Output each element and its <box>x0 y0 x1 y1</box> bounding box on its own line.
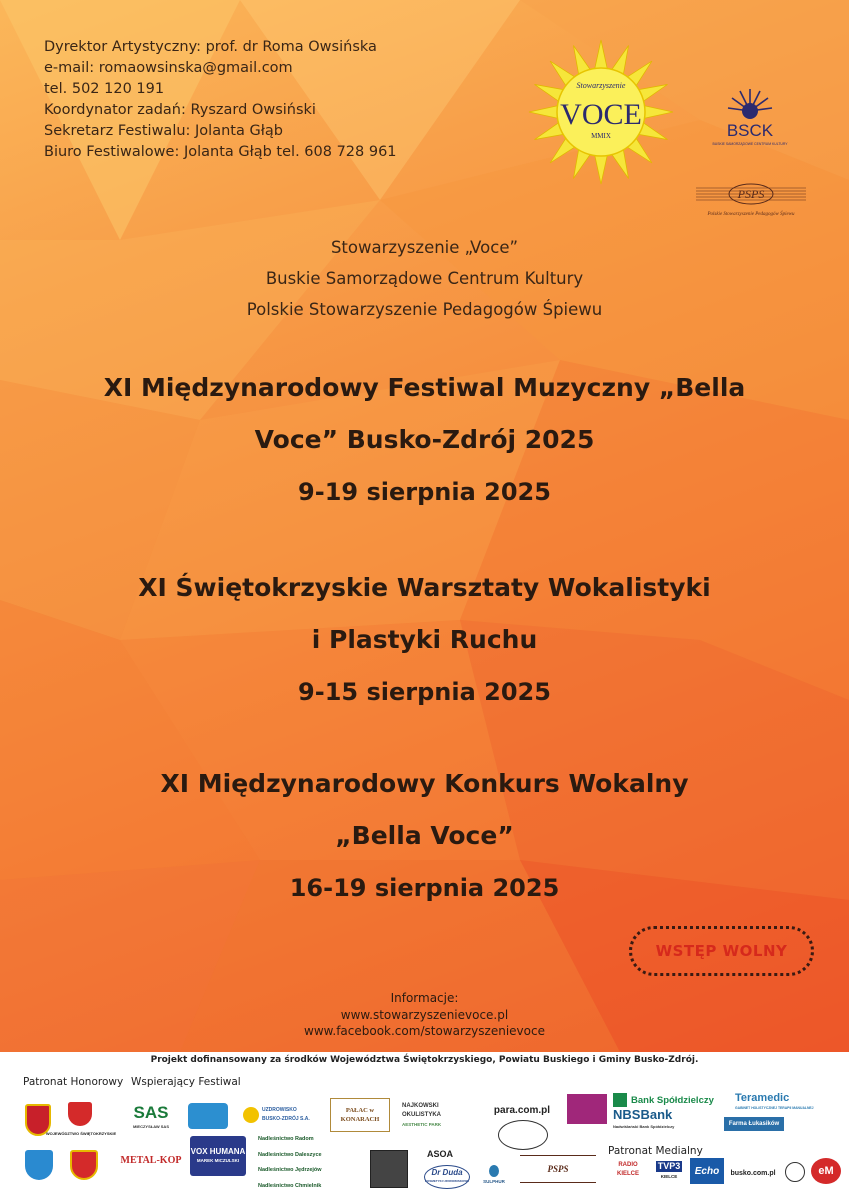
event-title-line2: Voce” Busko-Zdrój 2025 <box>254 425 595 454</box>
psps-logo <box>696 180 806 220</box>
organizer-voce: Stowarzyszenie „Voce” <box>330 238 519 257</box>
sun-icon <box>243 1107 259 1123</box>
event-festival <box>0 362 849 518</box>
psps-footer-logo: PSPS <box>520 1155 596 1183</box>
voce-logo-sub: MMIX <box>591 132 611 140</box>
metal-kop-logo: METAL-KOP <box>120 1154 182 1166</box>
wojewodztwo-logo: WOJEWÓDZTWO ŚWIĘTOKRZYSKIE <box>45 1130 117 1136</box>
guitar-sponsor-logo <box>370 1150 408 1188</box>
round-media-logo <box>785 1162 805 1182</box>
magenta-sponsor-logo <box>567 1094 607 1124</box>
free-entry-badge: WSTĘP WOLNY <box>629 926 814 976</box>
event-title-line2: „Bella Voce” <box>335 821 514 850</box>
event-title-line1: XI Międzynarodowy Festiwal Muzyczny „Bella <box>103 373 746 402</box>
nbsbank-logo: NBSBank Nadwiślański Bank Spółdzielczy <box>613 1106 675 1129</box>
event-competition <box>0 758 849 914</box>
honorary-patronage-label: Patronat Honorowy <box>23 1076 124 1088</box>
nadlesnictwo-radom: Nadleśnictwo Radom <box>258 1136 314 1143</box>
phone: tel. 502 120 191 <box>44 81 165 97</box>
nadlesnictwo-jedrzejow: Nadleśnictwo Jędrzejów <box>258 1167 322 1174</box>
blue-sponsor-logo <box>188 1103 228 1129</box>
voce-logo-main: VOCE <box>560 98 642 131</box>
najkowski-okulistyka-logo: NAJKOWSKI OKULISTYKA AESTHETIC PARK <box>402 1102 442 1127</box>
nadlesnictwo-chmielnik: Nadleśnictwo Chmielnik <box>258 1182 322 1189</box>
event-date: 9-15 sierpnia 2025 <box>298 678 551 706</box>
event-title-line1: XI Świętokrzyskie Warsztaty Wokalistyki <box>138 573 711 602</box>
drop-icon <box>489 1165 499 1177</box>
festival-office: Biuro Festiwalowe: Jolanta Głąb tel. 608 728 961 <box>44 144 397 160</box>
facebook-link[interactable]: www.facebook.com/stowarzyszenievoce <box>304 1024 545 1038</box>
nadlesnictwa-logos <box>258 1132 358 1194</box>
dr-duda-logo: Dr Duda KOSMETYKI UZDROWISKOWE <box>424 1165 470 1189</box>
supporting-label: Wspierający Festiwal <box>131 1076 241 1088</box>
sas-logo: SAS MIECZYSŁAW SAS <box>132 1102 169 1129</box>
coordinator: Koordynator zadań: Ryszard Owsiński <box>44 102 316 118</box>
voce-logo-top: Stowarzyszenie <box>576 81 626 90</box>
organizers <box>0 232 849 325</box>
sulphur-logo: SULPHUR <box>478 1162 510 1188</box>
media-patronage-label: Patronat Medialny <box>608 1145 703 1157</box>
bank-spoldzielczy-logo: Bank Spółdzielczy <box>613 1092 717 1108</box>
teramedic-logo: Teramedic GABINET HOLISTYCZNEJ TERAPII MANUALNEJ <box>735 1091 814 1110</box>
busko-coat-of-arms-icon <box>25 1150 53 1180</box>
asoa-logo: ASOA <box>426 1148 453 1159</box>
artistic-director: Dyrektor Artystyczny: prof. dr Roma Owsińska <box>44 39 377 55</box>
palac-konary-logo: PAŁAC w KONARACH <box>330 1098 390 1132</box>
stamp-logo <box>498 1120 548 1150</box>
info-heading: Informacje: <box>390 991 459 1005</box>
em-logo: eM <box>811 1158 841 1184</box>
radio-kielce-logo: RADIO KIELCE <box>616 1162 639 1177</box>
bsck-logo-sub: BUSKIE SAMORZĄDOWE CENTRUM KULTURY <box>712 142 788 146</box>
event-title-line2: i Plastyki Ruchu <box>311 625 538 654</box>
secretary: Sekretarz Festiwalu: Jolanta Głąb <box>44 123 283 139</box>
nadlesnictwo-daleszyce: Nadleśnictwo Daleszyce <box>258 1151 322 1158</box>
voce-sun-logo <box>527 38 675 186</box>
organizer-bsck: Buskie Samorządowe Centrum Kultury <box>265 269 584 288</box>
farma-lukasikow-logo: Farma Łukasików <box>724 1117 784 1131</box>
powiat-coat-of-arms-icon <box>70 1150 98 1180</box>
email[interactable]: e-mail: romaowsinska@gmail.com <box>44 60 293 76</box>
busko-com-pl-logo: busko.com.pl <box>730 1169 776 1177</box>
event-date: 16-19 sierpnia 2025 <box>289 874 560 902</box>
psps-logo-name: PSPS <box>737 187 765 201</box>
paracompl-logo: para.com.pl <box>493 1104 551 1116</box>
contact-info <box>44 37 397 163</box>
funding-note: Projekt dofinansowany za środków Województwa Świętokrzyskiego, Powiatu Buskiego i Gminy Busko-Zdrój. <box>150 1055 699 1065</box>
bsck-logo-name: BSCK <box>726 121 774 140</box>
information-block <box>0 990 849 1040</box>
psps-logo-sub: Polskie Stowarzyszenie Pedagogów Śpiewu <box>707 212 795 217</box>
event-title-line1: XI Międzynarodowy Konkurs Wokalny <box>160 769 689 798</box>
bsck-logo <box>712 85 788 151</box>
tvp3-logo: TVP3 KIELCE <box>657 1161 681 1179</box>
echo-logo: Echo <box>690 1158 724 1184</box>
vox-humana-logo: VOX HUMANA MAREK MICZULSKI <box>190 1136 246 1176</box>
eagle-coat-of-arms-icon <box>68 1102 92 1126</box>
uzdrowisko-logo: UZDROWISKO BUSKO-ZDRÓJ S.A. <box>243 1102 317 1128</box>
event-date: 9-19 sierpnia 2025 <box>298 478 551 506</box>
website-link[interactable]: www.stowarzyszenievoce.pl <box>340 1007 509 1022</box>
organizer-psps: Polskie Stowarzyszenie Pedagogów Śpiewu <box>246 300 603 319</box>
event-workshops <box>0 562 849 718</box>
